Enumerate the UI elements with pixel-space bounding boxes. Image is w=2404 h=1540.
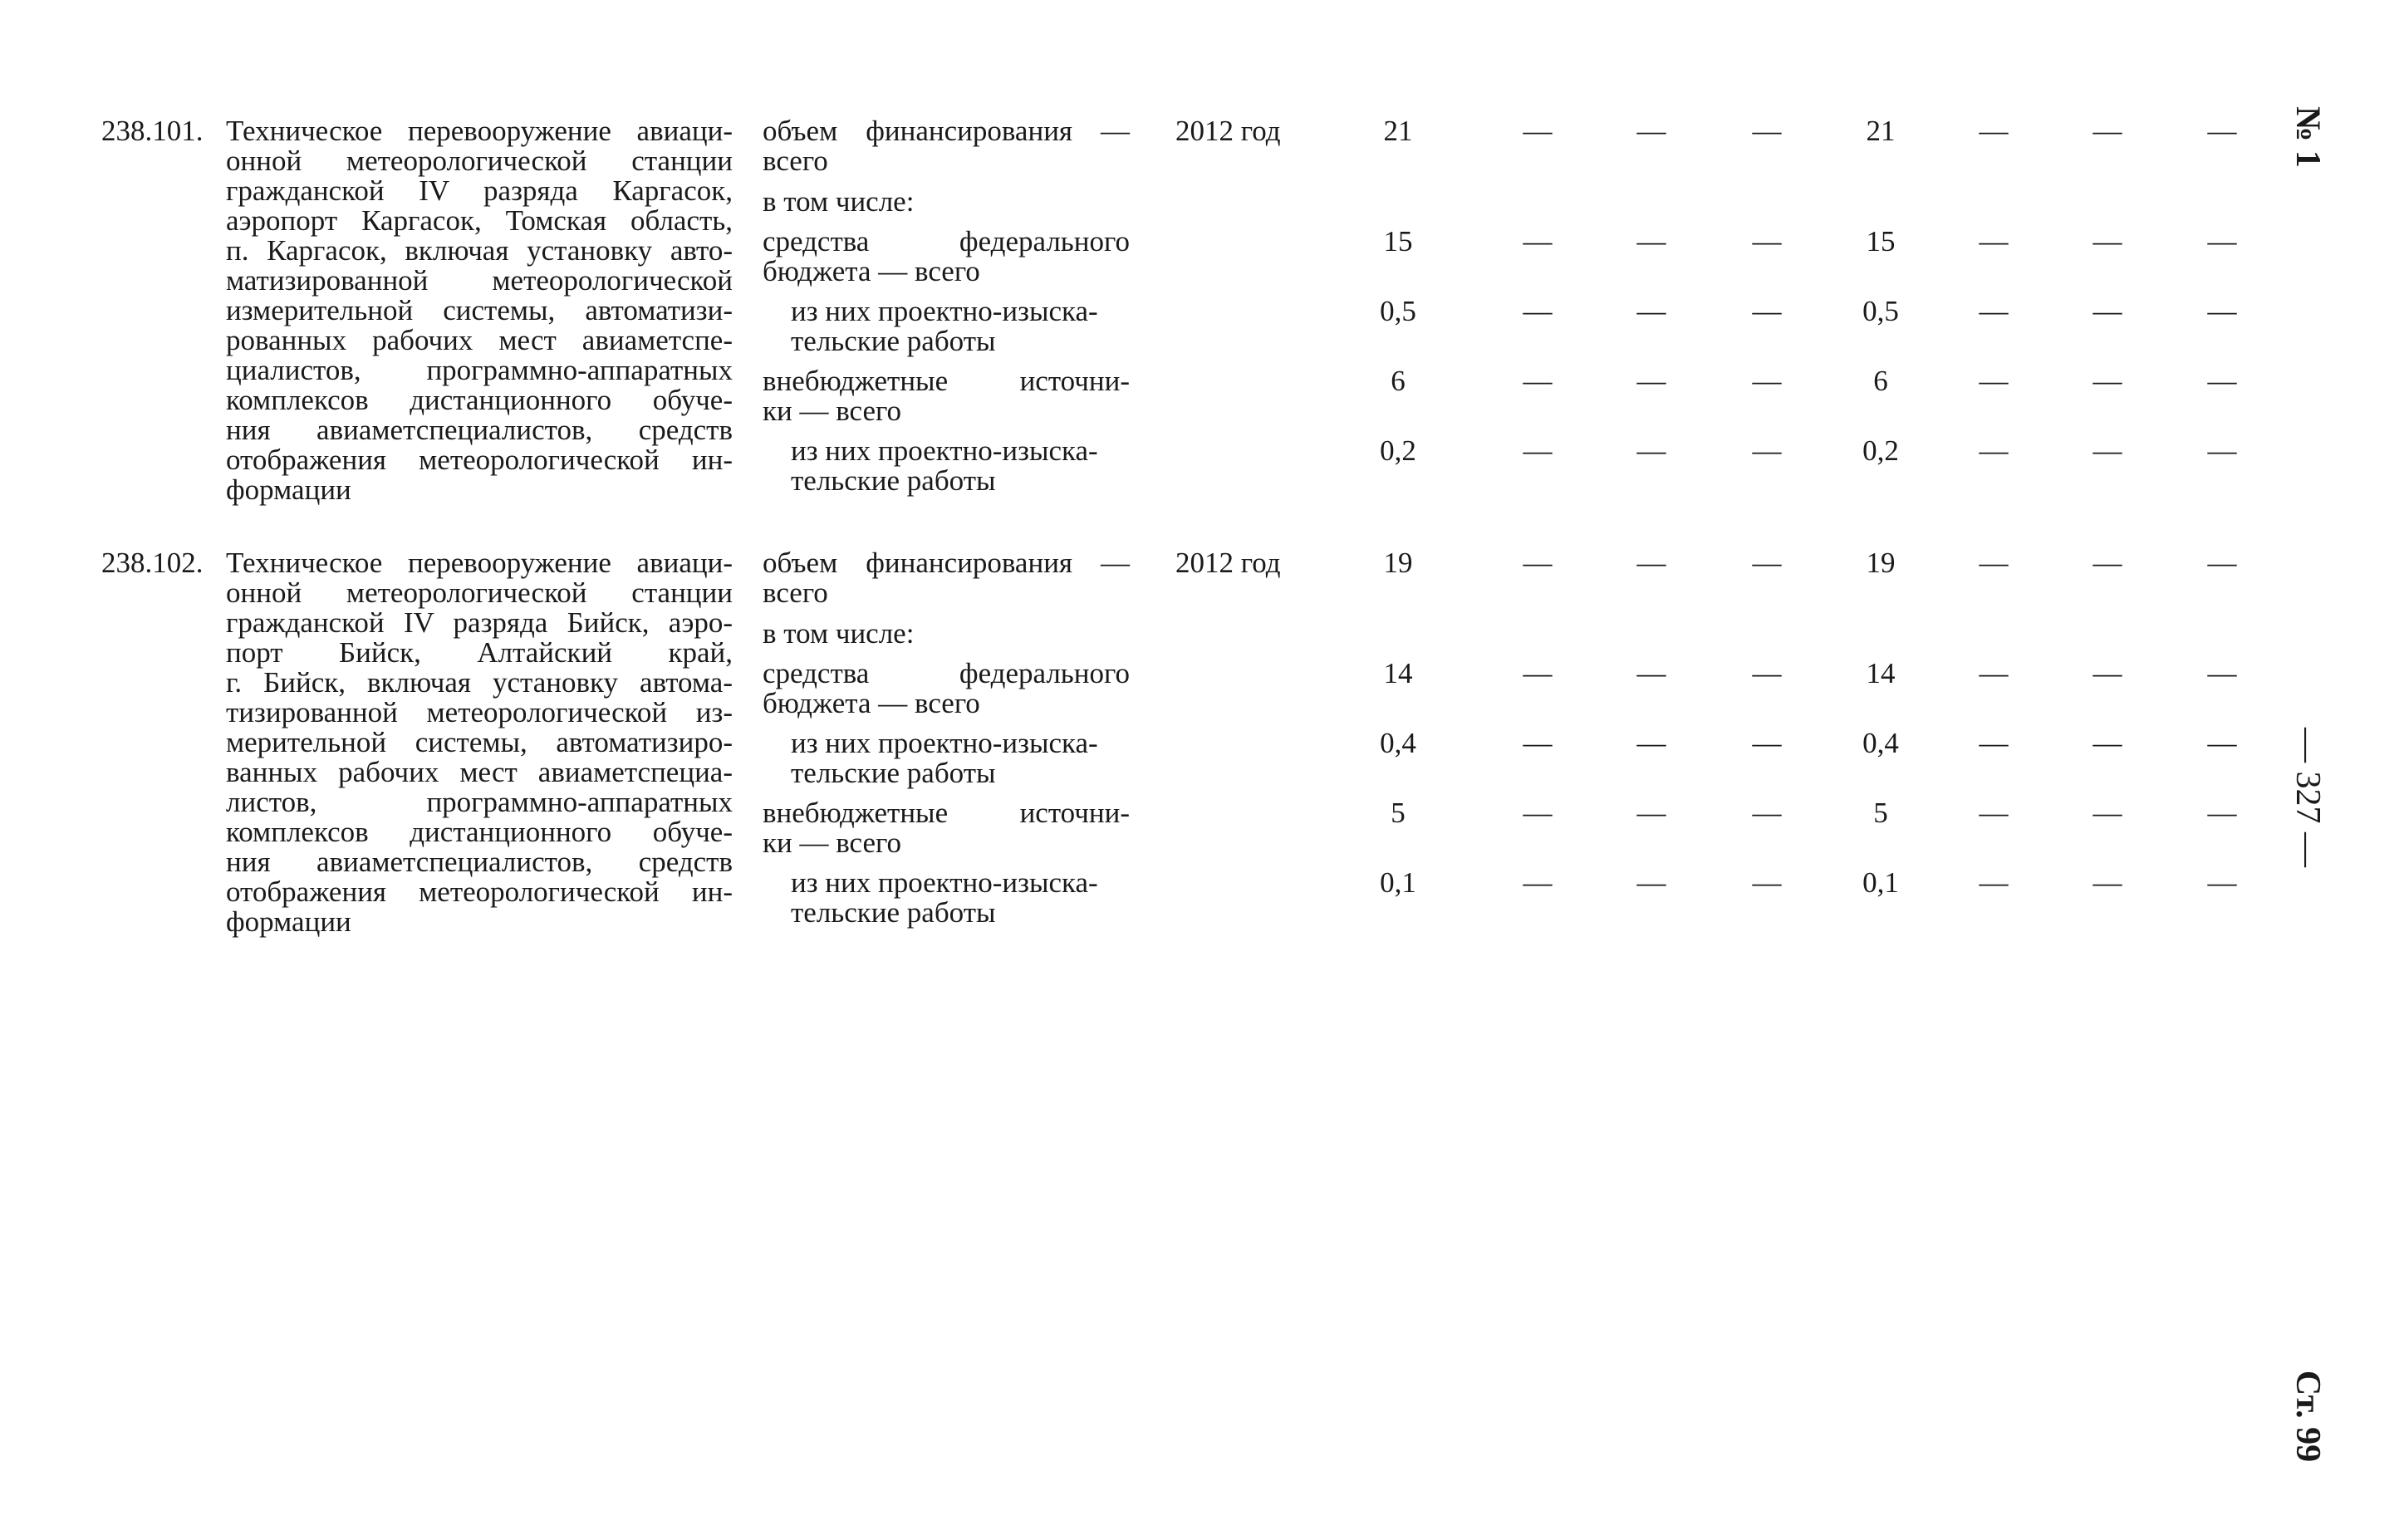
value-cell: 5 bbox=[1873, 797, 1888, 829]
description-line: гражданской IV разряда Каргасок, bbox=[226, 174, 733, 207]
value-cell: 6 bbox=[1391, 365, 1406, 397]
value-cell: — bbox=[1523, 866, 1553, 899]
value-cell: 14 bbox=[1866, 657, 1896, 689]
description-line: формации bbox=[226, 905, 351, 938]
description-line: отображения метеорологической ин- bbox=[226, 444, 733, 476]
row-year: 2012 год bbox=[1175, 115, 1281, 147]
row-label: в том числе: bbox=[763, 617, 915, 650]
value-cell: — bbox=[1523, 547, 1553, 579]
value-cell: — bbox=[2092, 657, 2122, 689]
value-cell: — bbox=[1752, 295, 1782, 327]
value-cell: — bbox=[1636, 115, 1666, 147]
value-cell: 0,1 bbox=[1380, 866, 1416, 899]
description-line: аэропорт Каргасок, Томская область, bbox=[226, 204, 733, 237]
value-cell: — bbox=[2092, 434, 2122, 467]
description-line: Техническое перевооружение авиаци- bbox=[226, 547, 733, 579]
value-cell: — bbox=[1979, 365, 2009, 397]
row-label: объем финансирования — всего bbox=[763, 547, 1130, 609]
table-row bbox=[0, 227, 2404, 290]
description-line: измерительной системы, автоматизи- bbox=[226, 294, 733, 326]
table-row bbox=[0, 728, 2404, 792]
value-cell: — bbox=[1523, 295, 1553, 327]
value-cell: 21 bbox=[1383, 115, 1413, 147]
value-cell: — bbox=[2207, 295, 2237, 327]
value-cell: — bbox=[1523, 434, 1553, 467]
value-cell: — bbox=[2207, 866, 2237, 899]
entry-number: 238.102. bbox=[101, 547, 204, 579]
value-cell: 0,5 bbox=[1862, 295, 1899, 327]
description-line: онной метеорологической станции bbox=[226, 145, 733, 177]
value-cell: — bbox=[1523, 115, 1553, 147]
row-label: средства федерального бюджета — всего bbox=[763, 657, 1130, 719]
value-cell: — bbox=[1636, 657, 1666, 689]
row-label: внебюджетные источни- ки — всего bbox=[763, 797, 1130, 859]
value-cell: — bbox=[2207, 547, 2237, 579]
value-cell: — bbox=[1636, 547, 1666, 579]
description-line: г. Бийск, включая установку автома- bbox=[226, 666, 733, 699]
value-cell: — bbox=[1752, 434, 1782, 467]
issue-number: № 1 bbox=[2289, 106, 2327, 168]
table-row bbox=[0, 798, 2404, 861]
value-cell: — bbox=[1523, 365, 1553, 397]
value-cell: — bbox=[1979, 547, 2009, 579]
description-line: комплексов дистанционного обуче- bbox=[226, 384, 733, 416]
description-line: циалистов, программно-аппаратных bbox=[226, 354, 733, 386]
value-cell: 0,1 bbox=[1862, 866, 1899, 899]
value-cell: — bbox=[1979, 797, 2009, 829]
description-line: отображения метеорологической ин- bbox=[226, 875, 733, 908]
description-line: матизированной метеорологической bbox=[226, 264, 733, 297]
value-cell: — bbox=[2092, 225, 2122, 257]
value-cell: — bbox=[1979, 115, 2009, 147]
description-line: формации bbox=[226, 473, 351, 506]
value-cell: — bbox=[1636, 365, 1666, 397]
value-cell: — bbox=[1979, 225, 2009, 257]
value-cell: — bbox=[1979, 727, 2009, 759]
value-cell: 6 bbox=[1873, 365, 1888, 397]
value-cell: — bbox=[2092, 866, 2122, 899]
value-cell: — bbox=[2207, 657, 2237, 689]
description-line: Техническое перевооружение авиаци- bbox=[226, 115, 733, 147]
description-line: гражданской IV разряда Бийск, аэро- bbox=[226, 606, 733, 639]
value-cell: — bbox=[2207, 797, 2237, 829]
row-label: из них проектно-изыска- тельские работы bbox=[791, 866, 1098, 929]
value-cell: 0,4 bbox=[1380, 727, 1416, 759]
row-label: внебюджетные источни- ки — всего bbox=[763, 365, 1130, 427]
value-cell: — bbox=[1523, 797, 1553, 829]
value-cell: 19 bbox=[1383, 547, 1413, 579]
value-cell: — bbox=[1979, 295, 2009, 327]
value-cell: 21 bbox=[1866, 115, 1896, 147]
value-cell: — bbox=[2092, 115, 2122, 147]
row-label: объем финансирования — всего bbox=[763, 115, 1130, 177]
description-line: мерительной системы, автоматизиро- bbox=[226, 726, 733, 758]
value-cell: — bbox=[1752, 547, 1782, 579]
table-row bbox=[0, 548, 2404, 611]
value-cell: 5 bbox=[1391, 797, 1406, 829]
description-line: листов, программно-аппаратных bbox=[226, 786, 733, 818]
value-cell: — bbox=[1752, 225, 1782, 257]
table-row bbox=[0, 659, 2404, 722]
value-cell: — bbox=[2092, 727, 2122, 759]
value-cell: — bbox=[1752, 365, 1782, 397]
value-cell: — bbox=[2207, 115, 2237, 147]
value-cell: 19 bbox=[1866, 547, 1896, 579]
row-label: из них проектно-изыска- тельские работы bbox=[791, 727, 1098, 789]
value-cell: 0,4 bbox=[1862, 727, 1899, 759]
value-cell: — bbox=[2207, 434, 2237, 467]
description-line: ванных рабочих мест авиаметспециа- bbox=[226, 756, 733, 788]
table-row bbox=[0, 436, 2404, 499]
value-cell: — bbox=[2092, 295, 2122, 327]
value-cell: 15 bbox=[1866, 225, 1896, 257]
value-cell: — bbox=[1979, 657, 2009, 689]
value-cell: — bbox=[1636, 797, 1666, 829]
value-cell: 0,5 bbox=[1380, 295, 1416, 327]
value-cell: — bbox=[1636, 225, 1666, 257]
row-label: средства федерального бюджета — всего bbox=[763, 225, 1130, 287]
value-cell: — bbox=[1979, 434, 2009, 467]
value-cell: — bbox=[1636, 866, 1666, 899]
row-label: в том числе: bbox=[763, 185, 915, 218]
value-cell: — bbox=[1636, 434, 1666, 467]
value-cell: — bbox=[2092, 365, 2122, 397]
description-line: ния авиаметспециалистов, средств bbox=[226, 846, 733, 878]
description-line: тизированной метеорологической из- bbox=[226, 696, 733, 728]
value-cell: — bbox=[2092, 797, 2122, 829]
value-cell: — bbox=[1636, 295, 1666, 327]
table-row bbox=[0, 294, 2404, 360]
value-cell: — bbox=[1523, 225, 1553, 257]
description-line: онной метеорологической станции bbox=[226, 576, 733, 609]
article-number: Ст. 99 bbox=[2289, 1370, 2327, 1463]
value-cell: — bbox=[1752, 115, 1782, 147]
table-row bbox=[0, 116, 2404, 179]
description-line: порт Бийск, Алтайский край, bbox=[226, 636, 733, 669]
value-cell: — bbox=[1523, 657, 1553, 689]
value-cell: — bbox=[2207, 225, 2237, 257]
value-cell: — bbox=[1752, 797, 1782, 829]
row-year: 2012 год bbox=[1175, 547, 1281, 579]
value-cell: — bbox=[2207, 727, 2237, 759]
table-row bbox=[0, 366, 2404, 429]
value-cell: 15 bbox=[1383, 225, 1413, 257]
table-row bbox=[0, 868, 2404, 931]
value-cell: 0,2 bbox=[1380, 434, 1416, 467]
description-line: комплексов дистанционного обуче- bbox=[226, 816, 733, 848]
description-line: ния авиаметспециалистов, средств bbox=[226, 414, 733, 446]
value-cell: — bbox=[1523, 727, 1553, 759]
value-cell: — bbox=[1752, 657, 1782, 689]
value-cell: — bbox=[1979, 866, 2009, 899]
value-cell: — bbox=[2092, 547, 2122, 579]
value-cell: 0,2 bbox=[1862, 434, 1899, 467]
row-label: из них проектно-изыска- тельские работы bbox=[791, 295, 1098, 357]
value-cell: 14 bbox=[1383, 657, 1413, 689]
description-line: рованных рабочих мест авиаметспе- bbox=[226, 324, 733, 356]
page-number: — 327 — bbox=[2289, 728, 2327, 867]
value-cell: — bbox=[2207, 365, 2237, 397]
row-label: из них проектно-изыска- тельские работы bbox=[791, 434, 1098, 497]
value-cell: — bbox=[1752, 866, 1782, 899]
value-cell: — bbox=[1636, 727, 1666, 759]
description-line: п. Каргасок, включая установку авто- bbox=[226, 234, 733, 267]
entry-number: 238.101. bbox=[101, 115, 204, 147]
value-cell: — bbox=[1752, 727, 1782, 759]
